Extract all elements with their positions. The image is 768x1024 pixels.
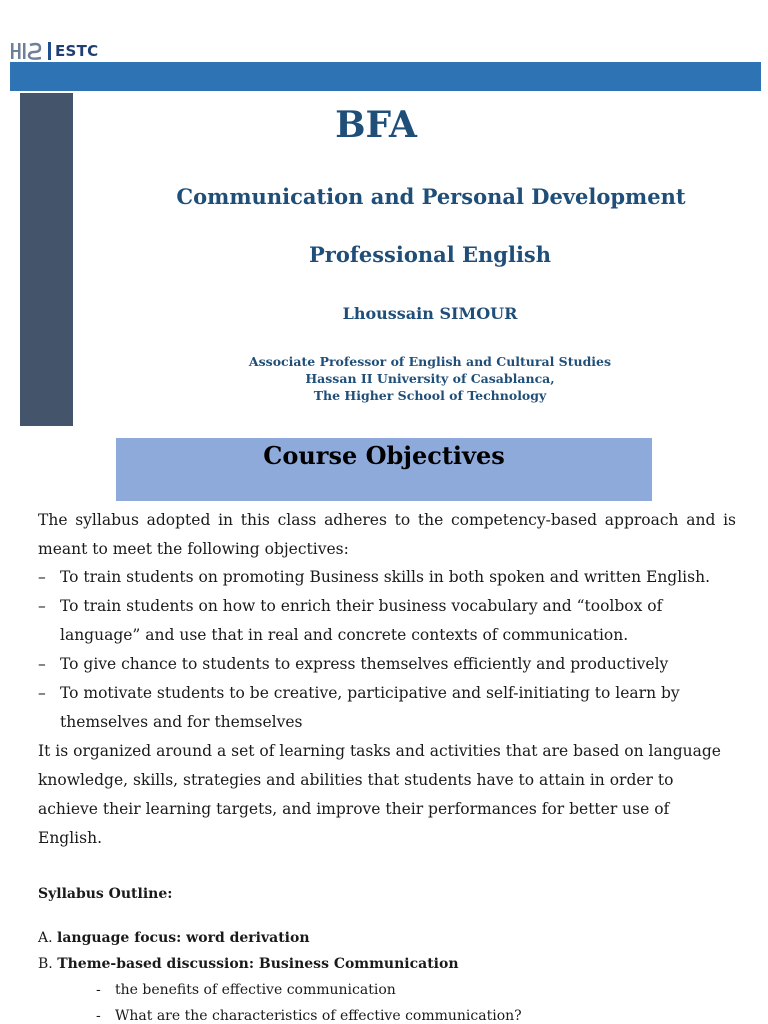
sub-marker: -	[96, 1008, 101, 1024]
outline-item	[38, 956, 459, 972]
objectives-heading: Course Objectives	[263, 441, 505, 470]
sub-item-text: What are the characteristics of effective communication?	[115, 1008, 522, 1024]
objectives-intro: The syllabus adopted in this class adheres to the competency-based approach and is meant to meet the following objectives:	[38, 511, 736, 558]
outline-marker: A.	[38, 930, 53, 946]
list-item	[38, 650, 736, 679]
affiliation-line: Associate Professor of English and Cultural Studies	[248, 354, 612, 369]
document-title: BFA	[335, 104, 417, 146]
sub-item-text: the benefits of effective communication	[115, 982, 396, 998]
his-logo-icon	[10, 40, 44, 62]
outline-item-text: Theme-based discussion: Business Communication	[57, 956, 459, 972]
bullet-marker: –	[38, 568, 46, 586]
list-item	[38, 563, 736, 592]
outline-item-text: language focus: word derivation	[57, 930, 310, 946]
outline-item	[38, 930, 310, 946]
outline-sub-item	[96, 1008, 522, 1024]
affiliation-line: The Higher School of Technology	[313, 388, 547, 403]
list-item-text: To give chance to students to express themselves efficiently and productively	[60, 655, 669, 673]
logo-divider	[48, 42, 51, 60]
course-name: Professional English	[308, 242, 552, 267]
outline-sub-item	[96, 982, 396, 998]
list-item-text: To train students on promoting Business skills in both spoken and written English.	[60, 568, 711, 586]
list-item	[38, 679, 736, 737]
logo-text: ESTC	[55, 42, 99, 60]
list-item	[38, 592, 736, 650]
list-item-text: To motivate students to be creative, participative and self-initiating to learn by themselves and for themselves	[60, 684, 680, 731]
objectives-list	[38, 563, 736, 737]
sub-marker: -	[96, 982, 101, 998]
bullet-marker: –	[38, 684, 46, 702]
author-name: Lhoussain SIMOUR	[342, 304, 518, 323]
school-logo	[10, 40, 99, 62]
document-subtitle: Communication and Personal Development	[176, 184, 686, 209]
objectives-outro: It is organized around a set of learning tasks and activities that are based on language knowledge, skills, strategies and abilities that students have to attain in order to achieve their learning targets, and improve their performances for better use of English.	[38, 742, 721, 847]
bullet-marker: –	[38, 597, 46, 615]
outline-marker: B.	[38, 956, 53, 972]
header-band	[10, 62, 761, 91]
author-affiliation	[80, 353, 768, 404]
list-item-text: To train students on how to enrich their business vocabulary and “toolbox of language” and use that in real and concrete contexts of communication.	[60, 597, 663, 644]
outline-heading: Syllabus Outline:	[38, 886, 173, 902]
bullet-marker: –	[38, 655, 46, 673]
affiliation-line: Hassan II University of Casablanca,	[305, 371, 555, 386]
